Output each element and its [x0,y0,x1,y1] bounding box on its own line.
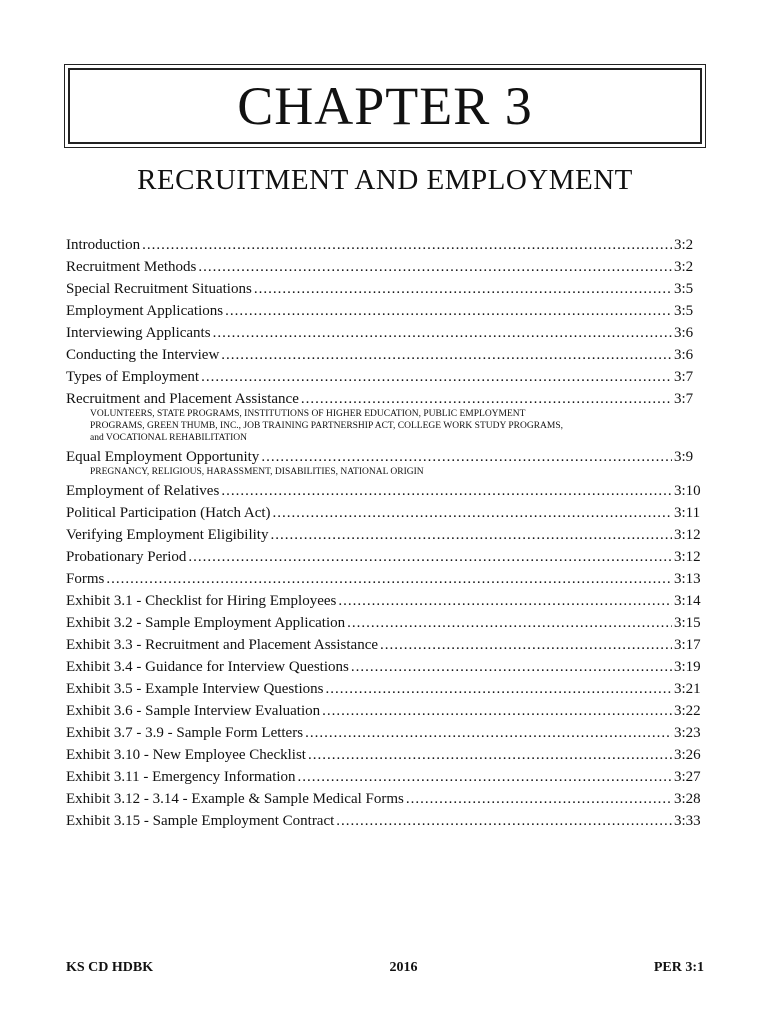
toc-entry-label: Exhibit 3.3 - Recruitment and Placement Assistance [66,637,379,653]
toc-entry [66,446,708,478]
toc-entry-label: Exhibit 3.6 - Sample Interview Evaluation [66,703,321,719]
toc-entry [66,344,708,366]
toc-entry-page: 3:13 [674,571,701,587]
toc-line [66,256,708,278]
toc-entry-subtopics: PROGRAMS, GREEN THUMB, INC., JOB TRAINING PARTNERSHIP ACT, COLLEGE WORK STUDY PROGRAMS, [90,421,563,431]
toc-entry [66,678,708,700]
chapter-title-frame [68,68,702,144]
toc-entry [66,256,708,278]
toc-line [66,788,708,810]
toc-entry-label: Employment Applications [66,303,224,319]
toc-entry-label: Special Recruitment Situations [66,281,252,297]
toc-line [66,480,708,502]
toc-dot-leader [198,256,672,278]
toc-dot-leader [308,744,672,766]
toc-line [66,546,708,568]
toc-line [66,388,708,410]
toc-entry [66,722,708,744]
footer-year: 2016 [389,960,418,975]
footer-page-number: PER 3:1 [653,960,704,975]
toc-dot-leader [221,480,672,502]
toc-entry-page: 3:27 [674,769,701,785]
toc-dot-leader [298,766,672,788]
toc-entry-label: Exhibit 3.11 - Emergency Information [66,769,296,785]
toc-entry [66,388,708,444]
toc-entry [66,546,708,568]
toc-line [66,700,708,722]
toc-entry-label: Exhibit 3.5 - Example Interview Questions [66,681,324,697]
toc-entry [66,366,708,388]
toc-entry-page: 3:11 [674,505,701,521]
toc-line [66,766,708,788]
toc-entry [66,656,708,678]
toc-dot-leader [336,810,672,832]
toc-entry-page: 3:6 [674,347,694,363]
toc-line [66,744,708,766]
toc-dot-leader [322,700,672,722]
toc-entry [66,300,708,322]
toc-dot-leader [106,568,672,590]
toc-entry-label: Exhibit 3.2 - Sample Employment Application [66,615,346,631]
toc-entry-subtopics: PREGNANCY, RELIGIOUS, HARASSMENT, DISABILITIES, NATIONAL ORIGIN [90,467,424,477]
toc-entry-page: 3:10 [674,483,701,499]
toc-dot-leader [201,366,672,388]
toc-dot-leader [188,546,672,568]
toc-entry-page: 3:33 [674,813,701,829]
toc-line [66,590,708,612]
toc-entry-label: Political Participation (Hatch Act) [66,505,271,521]
toc-entry-label: Exhibit 3.12 - 3.14 - Example & Sample Medical Forms [66,791,404,807]
toc-line [66,524,708,546]
toc-entry-page: 3:2 [674,237,694,253]
toc-line [66,810,708,832]
toc-dot-leader [347,612,672,634]
toc-dot-leader [213,322,672,344]
toc-entry [66,502,708,524]
toc-entry-label: Forms [66,571,105,587]
toc-entry-label: Recruitment Methods [66,259,197,275]
toc-entry-label: Recruitment and Placement Assistance [66,391,299,407]
toc-entry [66,568,708,590]
toc-entry-label: Employment of Relatives [66,483,220,499]
chapter-subtitle: RECRUITMENT AND EMPLOYMENT [137,164,633,196]
footer-handbook-code: KS CD HDBK [66,960,154,975]
toc-entry-label: Equal Employment Opportunity [66,449,260,465]
toc-entry-page: 3:2 [674,259,694,275]
toc-entry-label: Exhibit 3.1 - Checklist for Hiring Employees [66,593,337,609]
toc-entry-page: 3:5 [674,281,694,297]
toc-entry-page: 3:23 [674,725,701,741]
toc-entry-page: 3:17 [674,637,701,653]
toc-entry-label: Verifying Employment Eligibility [66,527,269,543]
toc-line [66,678,708,700]
toc-entry [66,234,708,256]
toc-dot-leader [273,502,672,524]
toc-entry-label: Introduction [66,237,141,253]
toc-entry-label: Exhibit 3.4 - Guidance for Interview Questions [66,659,349,675]
toc-dot-leader [380,634,672,656]
page-footer [66,960,704,976]
toc-dot-leader [221,344,672,366]
toc-dot-leader [225,300,672,322]
toc-entry-page: 3:15 [674,615,701,631]
toc-entry-page: 3:26 [674,747,701,763]
toc-dot-leader [305,722,672,744]
toc-entry-page: 3:22 [674,703,701,719]
toc-entry [66,480,708,502]
toc-line [66,568,708,590]
toc-dot-leader [261,446,672,468]
toc-line [66,322,708,344]
toc-entry [66,810,708,832]
toc-entry [66,524,708,546]
toc-entry [66,766,708,788]
toc-line [66,344,708,366]
toc-entry-page: 3:7 [674,391,694,407]
toc-dot-leader [338,590,672,612]
toc-entry-page: 3:12 [674,549,701,565]
toc-entry [66,788,708,810]
toc-dot-leader [351,656,672,678]
toc-entry-label: Probationary Period [66,549,187,565]
toc-entry-label: Types of Employment [66,369,200,385]
toc-line [66,278,708,300]
toc-entry-page: 3:5 [674,303,694,319]
toc-entry-page: 3:7 [674,369,694,385]
toc-dot-leader [142,234,672,256]
chapter-title: CHAPTER 3 [237,76,533,136]
toc-entry-subtopics: VOLUNTEERS, STATE PROGRAMS, INSTITUTIONS OF HIGHER EDUCATION, PUBLIC EMPLOYMENT [90,409,526,419]
toc-line [66,366,708,388]
toc-dot-leader [254,278,672,300]
toc-entry [66,322,708,344]
toc-entry-page: 3:6 [674,325,694,341]
toc-entry [66,700,708,722]
toc-entry-page: 3:14 [674,593,701,609]
toc-dot-leader [301,388,672,410]
toc-line [66,722,708,744]
toc-line [66,502,708,524]
toc-line [66,234,708,256]
toc-dot-leader [325,678,672,700]
toc-entry-label: Exhibit 3.10 - New Employee Checklist [66,747,306,763]
toc-line [66,634,708,656]
toc-entry-label: Exhibit 3.7 - 3.9 - Sample Form Letters [66,725,304,741]
toc-line [66,612,708,634]
toc-line [66,656,708,678]
toc-line [66,300,708,322]
toc-line [66,446,708,468]
toc-entry-page: 3:28 [674,791,701,807]
toc-entry-page: 3:19 [674,659,701,675]
toc-entry-page: 3:9 [674,449,694,465]
toc-entry-page: 3:12 [674,527,701,543]
toc-entry-label: Interviewing Applicants [66,325,211,341]
toc-entry [66,744,708,766]
toc-entry-label: Exhibit 3.15 - Sample Employment Contract [66,813,335,829]
toc-dot-leader [406,788,672,810]
toc-entry [66,612,708,634]
toc-dot-leader [270,524,672,546]
toc-entry-subtopics: and VOCATIONAL REHABILITATION [90,433,248,443]
chapter-title-box [64,64,706,148]
toc-entry [66,590,708,612]
table-of-contents [66,234,708,832]
toc-entry-page: 3:21 [674,681,701,697]
toc-entry-label: Conducting the Interview [66,347,220,363]
toc-entry [66,278,708,300]
toc-entry [66,634,708,656]
